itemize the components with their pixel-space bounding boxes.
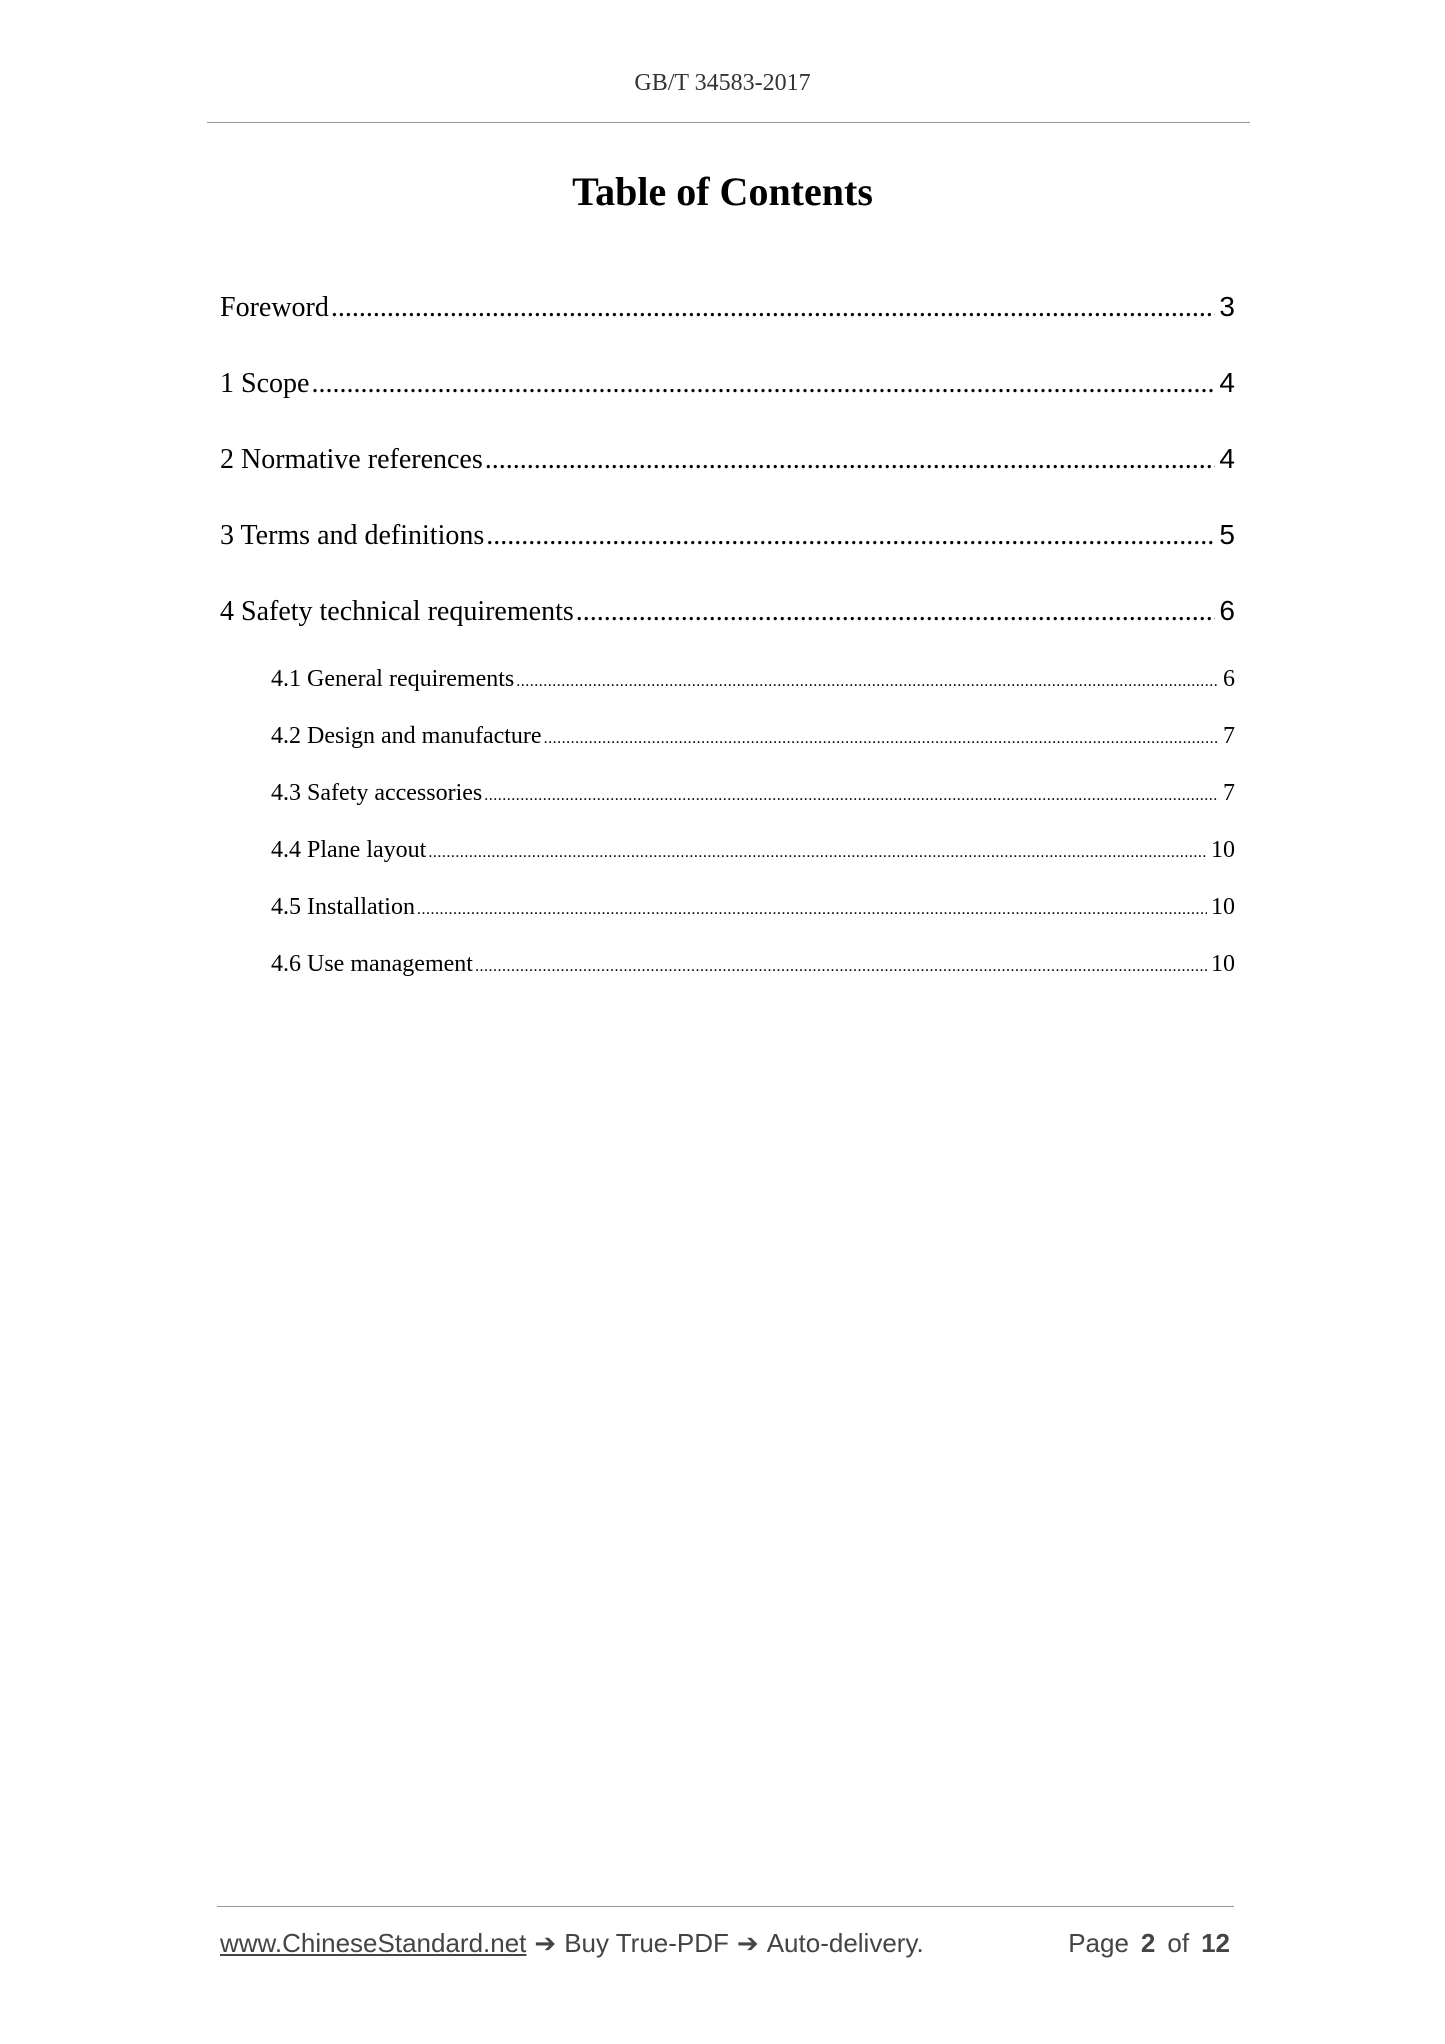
- page-footer: [220, 1928, 1230, 1959]
- toc-entry-page: 6: [1219, 595, 1235, 626]
- toc-entry-page: 3: [1219, 291, 1235, 322]
- auto-delivery-text: Auto-delivery.: [766, 1928, 924, 1958]
- buy-true-pdf-text: Buy True-PDF: [564, 1928, 729, 1958]
- footer-divider: [217, 1906, 1234, 1907]
- toc-dot-leader: [475, 958, 1207, 976]
- toc-entry-page: 4: [1219, 367, 1235, 398]
- toc-entry-page: 10: [1211, 951, 1235, 977]
- toc-entry-terms-definitions[interactable]: [220, 519, 1235, 559]
- toc-entry-page: 10: [1211, 894, 1235, 920]
- toc-entry-page: 10: [1211, 837, 1235, 863]
- toc-entry-label: 1 Scope: [220, 368, 310, 399]
- arrow-right-icon: ➔: [736, 1928, 759, 1958]
- toc-entry-label: Foreword: [220, 292, 329, 323]
- toc-entry-label: 4.4 Plane layout: [271, 837, 427, 863]
- toc-entry-safety-technical-requirements[interactable]: [220, 595, 1235, 635]
- toc-entry-page: 4: [1219, 443, 1235, 474]
- toc-entry-label: 4.6 Use management: [271, 951, 473, 977]
- header-divider: [207, 122, 1250, 123]
- toc-dot-leader: [311, 368, 1215, 400]
- toc-entry-label: 4.3 Safety accessories: [271, 780, 483, 806]
- toc-entry-page: 5: [1219, 519, 1235, 550]
- toc-entry-foreword[interactable]: [220, 291, 1235, 331]
- toc-dot-leader: [486, 520, 1215, 552]
- toc-entry-label: 2 Normative references: [220, 444, 483, 475]
- current-page-number: 2: [1140, 1928, 1156, 1958]
- toc-dot-leader: [417, 901, 1207, 919]
- toc-entry-normative-references[interactable]: [220, 443, 1235, 483]
- toc-entry-label: 4 Safety technical requirements: [220, 596, 574, 627]
- toc-dot-leader: [428, 844, 1207, 862]
- toc-entry-design-manufacture[interactable]: [271, 723, 1235, 757]
- toc-title: Table of Contents: [572, 169, 873, 214]
- toc-entry-label: 3 Terms and definitions: [220, 520, 485, 551]
- toc-entry-installation[interactable]: [271, 894, 1235, 928]
- toc-entry-safety-accessories[interactable]: [271, 780, 1235, 814]
- toc-dot-leader: [331, 292, 1216, 324]
- toc-entry-page: 6: [1223, 666, 1235, 692]
- toc-entry-label: 4.2 Design and manufacture: [271, 723, 542, 749]
- toc-dot-leader: [576, 596, 1216, 628]
- site-link[interactable]: www.ChineseStandard.net: [220, 1928, 527, 1958]
- toc-entry-page: 7: [1223, 723, 1235, 749]
- arrow-right-icon: ➔: [534, 1928, 557, 1958]
- page-word: Page: [1068, 1928, 1129, 1958]
- toc-entry-use-management[interactable]: [271, 951, 1235, 985]
- toc-entry-label: 4.5 Installation: [271, 894, 415, 920]
- toc-dot-leader: [485, 444, 1216, 476]
- toc-entry-label: 4.1 General requirements: [271, 666, 515, 692]
- toc-entry-scope[interactable]: [220, 367, 1235, 407]
- toc-entry-page: 7: [1223, 780, 1235, 806]
- toc-dot-leader: [484, 787, 1219, 805]
- page-header-doc-code: GB/T 34583-2017: [634, 70, 811, 96]
- toc-dot-leader: [544, 730, 1219, 748]
- of-word: of: [1167, 1928, 1190, 1958]
- toc-dot-leader: [516, 673, 1219, 691]
- total-pages-number: 12: [1201, 1928, 1230, 1958]
- toc-entry-general-requirements[interactable]: [271, 666, 1235, 700]
- toc-entry-plane-layout[interactable]: [271, 837, 1235, 871]
